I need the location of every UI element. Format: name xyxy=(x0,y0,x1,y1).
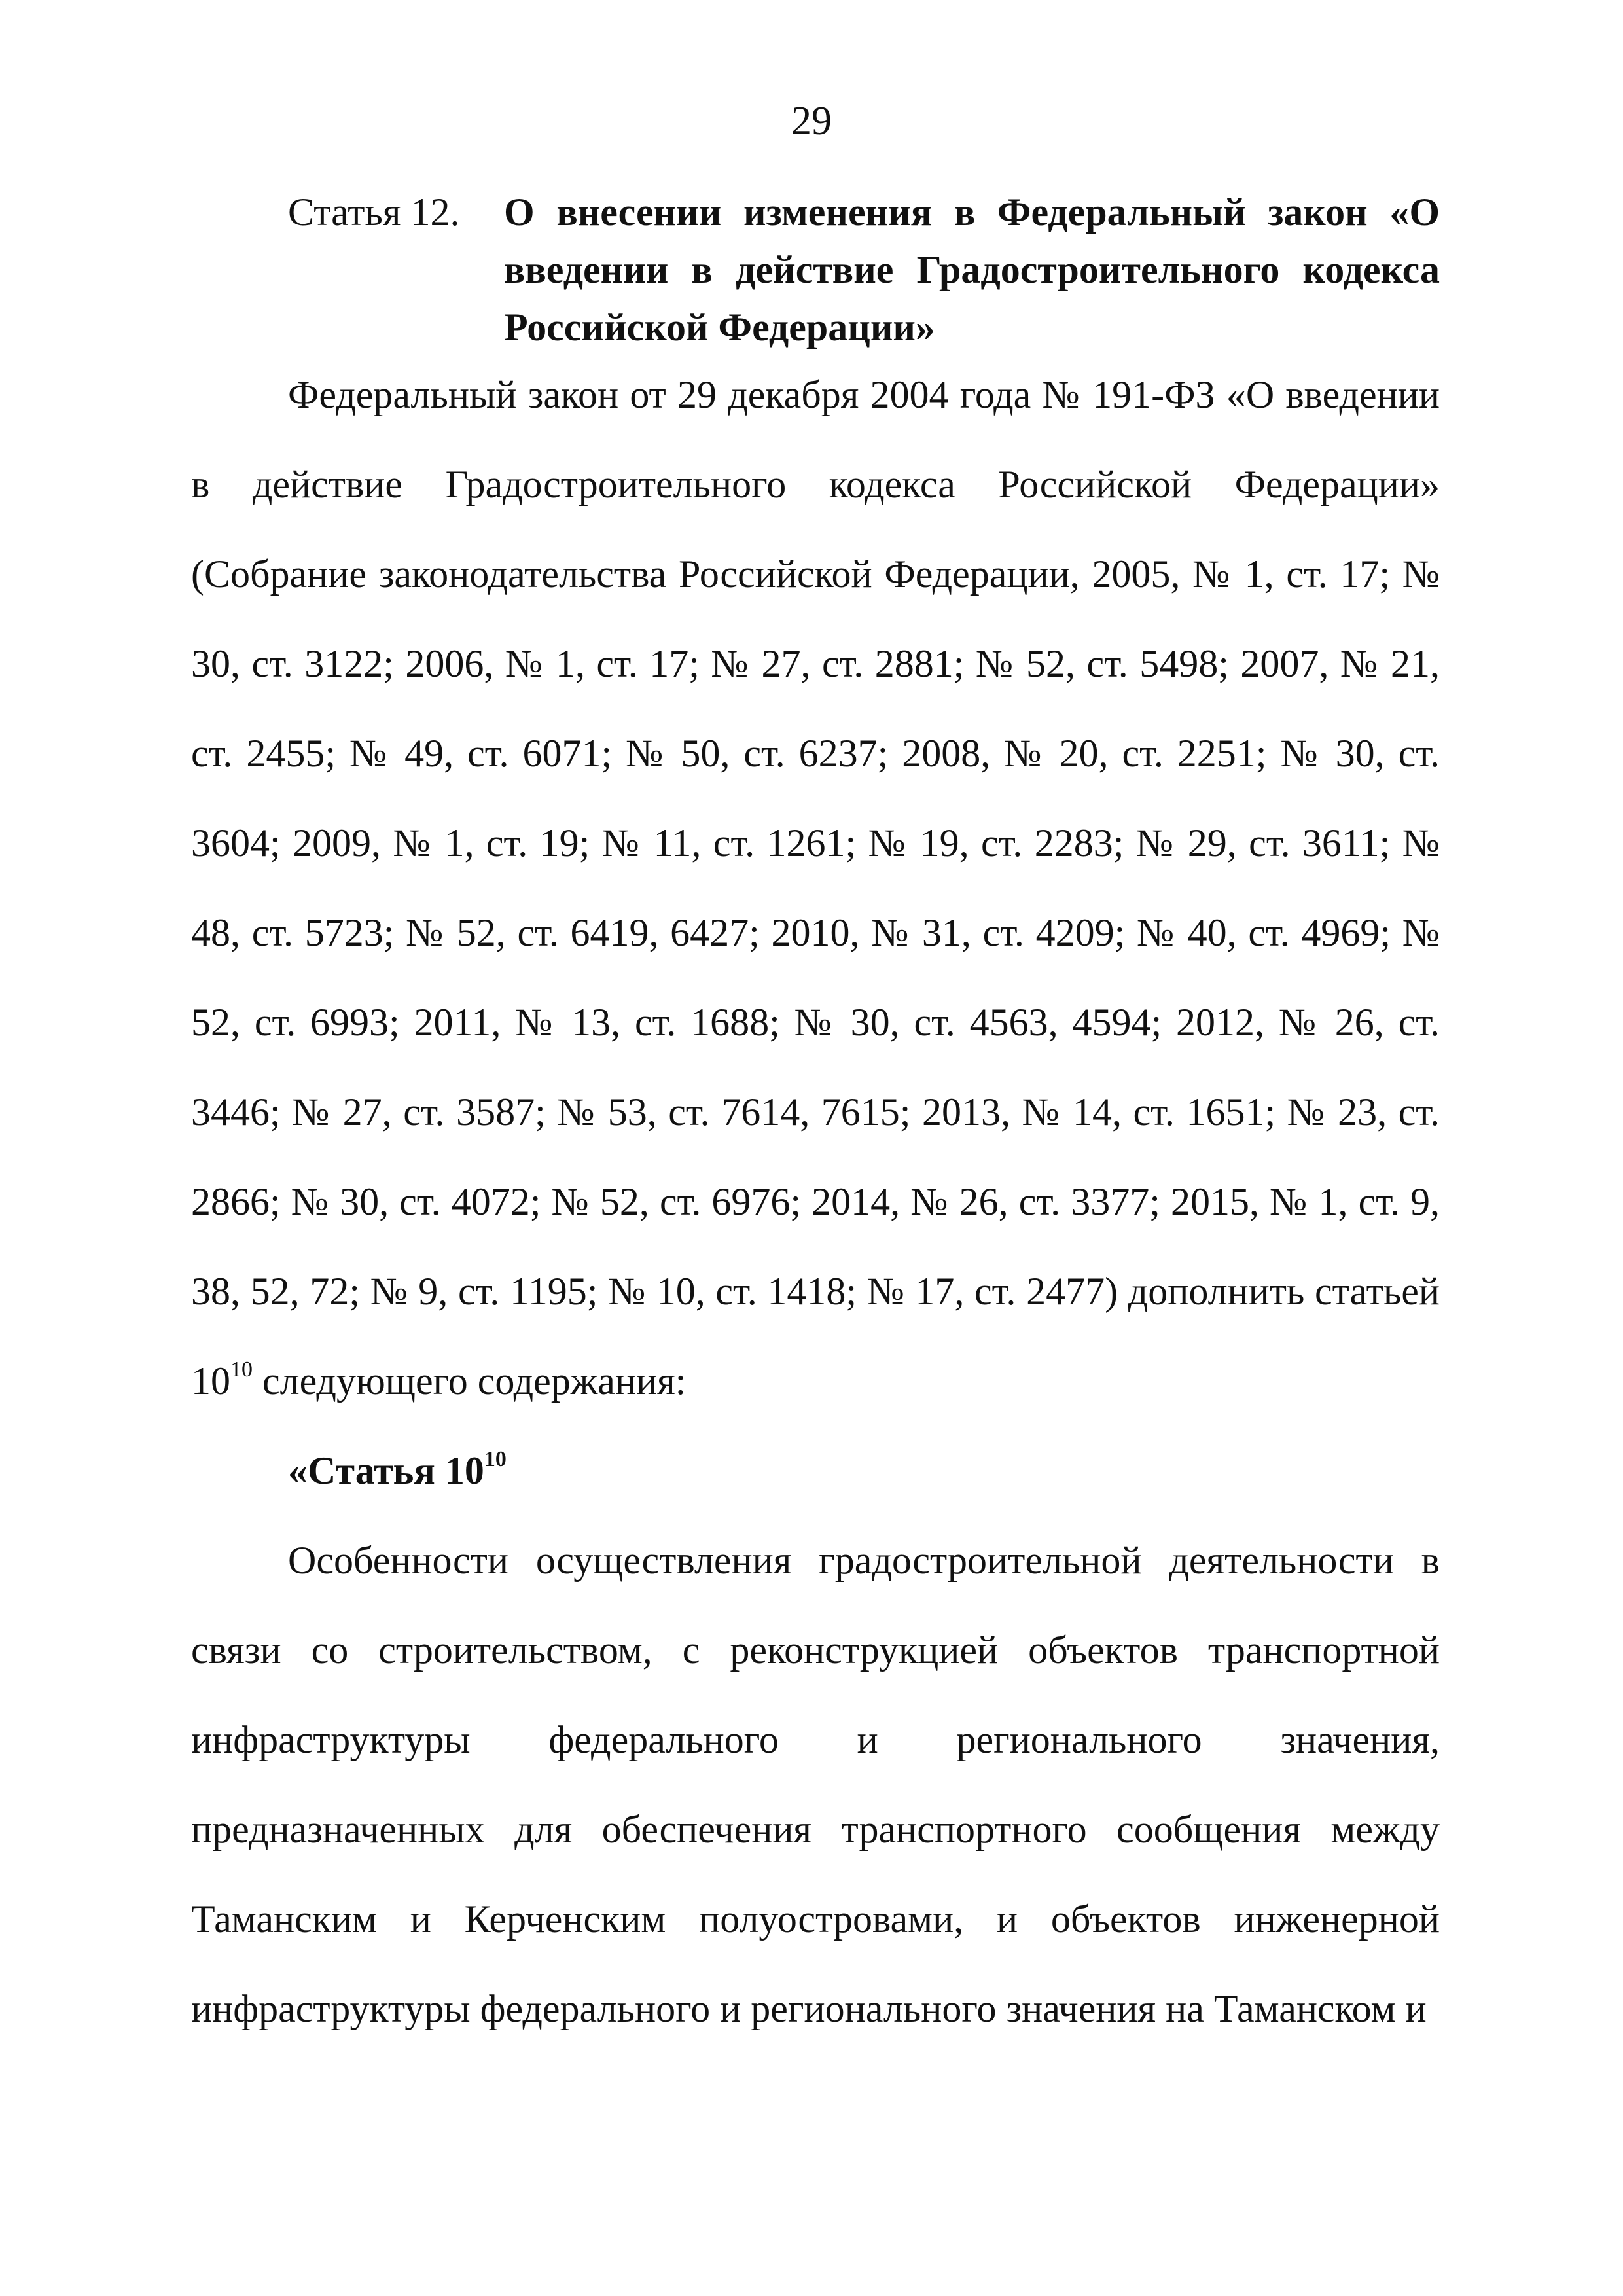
page-number: 29 xyxy=(791,99,832,143)
article-number-superscript: 10 xyxy=(230,1357,253,1382)
new-article-heading-superscript: 10 xyxy=(484,1447,507,1471)
document-body xyxy=(191,350,1440,2054)
new-article-body: Особенности осуществления градостроительной деятельности в связи со строительством, с реконструкцией объектов транспортной инфраструктуры федерального и регионального значения, предназначенных для обеспечения транспортного сообщения между Таманским и Керченским полуостровами, и объектов инженерной инфраструктуры федерального и регионального значения на Таманском и xyxy=(191,1539,1440,2030)
article-label: Статья 12. xyxy=(288,190,460,234)
new-article-heading-text: «Статья 10 xyxy=(288,1449,484,1492)
amendment-text: Федеральный закон от 29 декабря 2004 года № 191-ФЗ «О введении в действие Градостроительного кодекса Российской Федерации» (Собрание законодательства Российской Федерации, 2005, № 1, ст. 17; № 30, ст. 3122; 2006, № 1, ст. 17; № 27, ст. 2881; № 52, ст. 5498; 2007, № 21, ст. 2455; № 49, ст. 6071; № 50, ст. 6237; 2008, № 20, ст. 2251; № 30, ст. 3604; 2009, № 1, ст. 19; № 11, ст. 1261; № 19, ст. 2283; № 29, ст. 3611; № 48, ст. 5723; № 52, ст. 6419, 6427; 2010, № 31, ст. 4209; № 40, ст. 4969; № 52, ст. 6993; 2011, № 13, ст. 1688; № 30, ст. 4563, 4594; 2012, № 26, ст. 3446; № 27, ст. 3587; № 53, ст. 7614, 7615; 2013, № 14, ст. 1651; № 23, ст. 2866; № 30, ст. 4072; № 52, ст. 6976; 2014, № 26, ст. 3377; 2015, № 1, ст. 9, 38, 52, 72; № 9, ст. 1195; № 10, ст. 1418; № 17, ст. 2477) дополнить статьей 10 xyxy=(191,373,1440,1403)
amendment-paragraph xyxy=(191,350,1440,1426)
new-article-heading xyxy=(191,1426,1440,1516)
amendment-text-ending: следующего содержания: xyxy=(253,1359,687,1403)
article-title: О внесении изменения в Федеральный закон «О введении в действие Градостроительного кодекса Российской Федерации» xyxy=(504,190,1440,349)
